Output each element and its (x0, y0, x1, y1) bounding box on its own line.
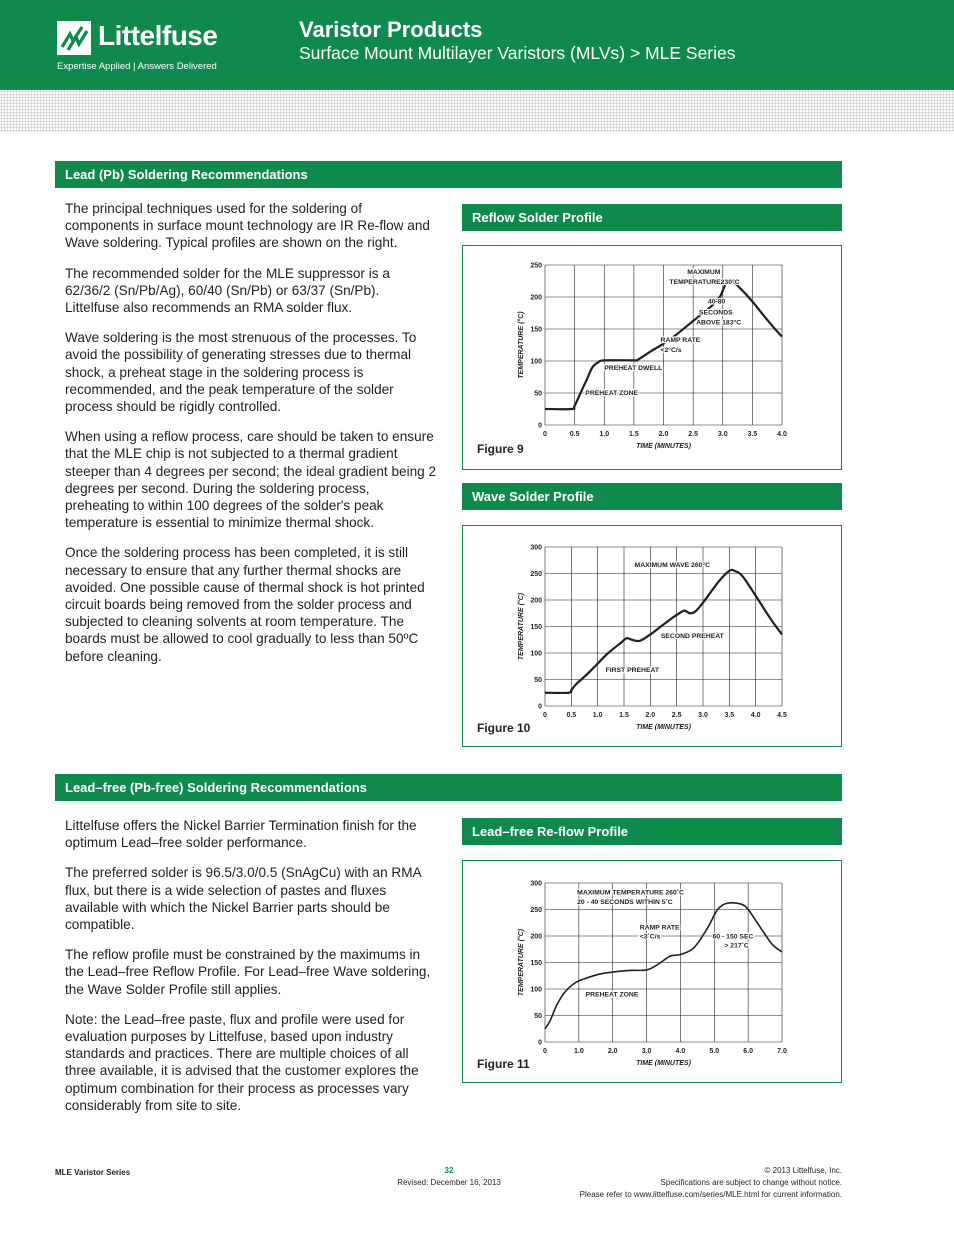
logo-wordmark: Littelfuse (98, 20, 218, 51)
wave-profile-chart (463, 526, 841, 746)
lead-free-reflow-heading: Lead–free Re-flow Profile (462, 818, 842, 845)
reflow-profile-heading: Reflow Solder Profile (462, 204, 842, 231)
littelfuse-fuse-icon (56, 20, 92, 56)
figure-11-label: Figure 11 (477, 1057, 530, 1071)
chart-annotation: PREHEAT ZONE (585, 389, 639, 397)
chart-annotation: RAMP RATE (660, 336, 701, 344)
y-axis-label: TEMPERATURE (°C) (518, 592, 525, 661)
y-tick-label: 100 (530, 358, 542, 366)
x-tick-label: 1.0 (573, 1048, 584, 1055)
x-tick-label: 1.0 (599, 431, 610, 438)
littelfuse-logo[interactable] (56, 20, 226, 76)
temperature-profile-line (545, 903, 782, 1029)
x-tick-label: 4.0 (777, 431, 787, 438)
copyright: © 2013 Littelfuse, Inc. (764, 1166, 842, 1175)
wave-profile-heading: Wave Solder Profile (462, 483, 842, 510)
y-tick-label: 100 (530, 650, 542, 658)
x-tick-label: 7.0 (777, 1048, 787, 1055)
chart-annotation: MAXIMUM WAVE 260°C (634, 562, 711, 570)
chart-annotation: FIRST PREHEAT (605, 667, 660, 675)
page-number: 32 (444, 1166, 454, 1175)
y-tick-label: 50 (534, 390, 542, 398)
x-axis-label: TIME (MINUTES) (636, 443, 691, 450)
x-tick-label: 0.5 (566, 712, 577, 719)
x-tick-label: 2.0 (658, 431, 669, 438)
paragraph: Wave soldering is the most strenuous of the processes. To avoid the possibility of generating stresses due to thermal shock, a preheat stage in the soldering process is recommended, and the peak temperature of the solder process should be rigidly controlled. (65, 330, 417, 415)
paragraph: The reflow profile must be constrained by the maximums in the Lead–free Reflow Profile. For Lead–free Wave soldering, the Wave Solder Profile still applies. (65, 947, 431, 997)
lead-free-reflow-chart (463, 861, 841, 1082)
x-axis-label: TIME (MINUTES) (636, 724, 691, 731)
y-tick-label: 50 (534, 1013, 542, 1020)
x-tick-label: 2.5 (671, 712, 682, 719)
paragraph: The recommended solder for the MLE suppressor is a 62/36/2 (Sn/Pb/Ag), 60/40 (Sn/Pb) or 63/37 (Sn/Pb). Littelfuse also recommends an RMA solder flux. (65, 265, 390, 316)
x-tick-label: 2.5 (688, 431, 698, 438)
x-tick-label: 4.5 (777, 712, 787, 719)
paragraph: The principal techniques used for the soldering of components in surface mount technology are IR Re-flow and Wave soldering. Typical profiles are shown on the right. (65, 201, 430, 251)
y-tick-label: 150 (530, 624, 542, 631)
lead-free-soldering-heading: Lead–free (Pb-free) Soldering Recommendations (55, 774, 842, 801)
temperature-profile-line (545, 570, 782, 693)
x-tick-label: 0 (543, 1048, 547, 1055)
y-tick-label: 150 (530, 960, 542, 967)
x-tick-label: 1.5 (619, 712, 629, 719)
y-tick-label: 200 (530, 597, 542, 605)
chart-annotation: SECONDS (699, 309, 733, 317)
x-axis-label: TIME (MINUTES) (636, 1060, 691, 1067)
chart-annotation: PREHEAT DWELL (604, 364, 663, 372)
reflow-profile-chart (463, 246, 841, 469)
footer-series-name: MLE Varistor Series (55, 1168, 131, 1177)
chart-annotation: ABOVE 183°C (696, 319, 742, 327)
y-tick-label: 100 (530, 986, 542, 994)
y-tick-label: 200 (530, 933, 542, 941)
x-tick-label: 0 (543, 712, 547, 719)
x-tick-label: 3.0 (641, 1048, 652, 1055)
x-tick-label: 3.5 (724, 712, 735, 719)
chart-annotation: <2°C/s (660, 347, 682, 355)
paragraph: When using a reflow process, care should be taken to ensure that the MLE chip is not subjected to a thermal gradient steeper than 4 degrees per second; the ideal gradient being 2 degrees per second. During the soldering process, preheating to within 100 degrees of the solder's peak temperature is essential to minimize thermal shock. (65, 429, 437, 531)
paragraph: Note: the Lead–free paste, flux and profile were used for evaluation purposes by Littelfuse, based upon industry standards and practices. There are multiple choices of all three available, it is advised that the customer explores the optimum combination for their process as processes vary considerably from site to site. (65, 1011, 419, 1113)
figure-10-label: Figure 10 (477, 721, 531, 735)
x-tick-label: 0 (543, 431, 547, 438)
y-tick-label: 0 (538, 703, 542, 711)
chart-annotation: TEMPERATURE230°C (669, 279, 740, 287)
chart-annotation: > 217˚C (724, 942, 749, 950)
y-tick-label: 0 (538, 422, 542, 430)
y-tick-label: 250 (530, 262, 542, 270)
y-tick-label: 300 (530, 880, 542, 888)
chart-annotation: SECOND PREHEAT (660, 633, 724, 641)
y-axis-label: TEMPERATURE (°C) (518, 928, 525, 997)
chart-annotation: 60 - 150 SEC (712, 933, 754, 941)
paragraph: Littelfuse offers the Nickel Barrier Termination finish for the optimum Lead–free solder performance. (65, 818, 417, 851)
lead-free-reflow-figure (462, 860, 842, 1083)
x-tick-label: 2.0 (607, 1048, 618, 1055)
x-tick-label: 3.0 (698, 712, 708, 719)
chart-annotation: RAMP RATE (639, 924, 680, 932)
lead-free-soldering-text (65, 817, 437, 1127)
website-notice[interactable]: Please refer to www.littelfuse.com/series/MLE.html for current information. (579, 1190, 842, 1199)
y-tick-label: 150 (530, 326, 542, 334)
chart-annotation: 20 - 40 SECONDS WITHIN 5˚C (577, 899, 673, 907)
x-tick-label: 2.0 (645, 712, 656, 719)
page-subtitle: Surface Mount Multilayer Varistors (MLVs) > MLE Series (299, 43, 736, 63)
chart-annotation: MAXIMUM (687, 268, 721, 276)
y-tick-label: 250 (530, 907, 542, 914)
y-axis-label: TEMPERATURE (°C) (518, 311, 525, 379)
y-tick-label: 200 (530, 294, 542, 302)
revision-date: Revised: December 16, 2013 (397, 1178, 501, 1187)
page-title: Varistor Products (299, 17, 483, 42)
wave-profile-figure (462, 525, 842, 747)
lead-soldering-heading: Lead (Pb) Soldering Recommendations (55, 161, 842, 188)
chart-annotation: MAXIMUM TEMPERATURE 260˚C (577, 889, 684, 897)
figure-9-label: Figure 9 (477, 442, 524, 456)
x-tick-label: 5.0 (709, 1048, 720, 1055)
paragraph: Once the soldering process has been completed, it is still necessary to ensure that any further thermal shocks are avoided. One possible cause of thermal shock is hot printed circuit boards being removed from the solder process and subjected to cleaning solvents at room temperature. The boards must be allowed to cool gradually to less than 50ºC before cleaning. (65, 545, 425, 664)
chart-annotation: 40-80 (707, 298, 726, 306)
page-header (0, 0, 954, 90)
chart-annotation: <3˚C/s (639, 933, 661, 941)
y-tick-label: 0 (538, 1039, 542, 1047)
paragraph: The preferred solder is 96.5/3.0/0.5 (SnAgCu) with an RMA flux, but there is a wide selection of pastes and fluxes available with which the Nickel Barrier parts should be compatible. (65, 865, 421, 933)
y-tick-label: 250 (530, 571, 542, 578)
dot-pattern-band (0, 90, 954, 132)
x-tick-label: 0.5 (569, 431, 580, 438)
y-tick-label: 50 (534, 677, 542, 684)
x-tick-label: 4.0 (675, 1048, 686, 1055)
reflow-profile-figure (462, 245, 842, 470)
x-tick-label: 1.0 (592, 712, 603, 719)
x-tick-label: 4.0 (750, 712, 761, 719)
lead-soldering-text (65, 200, 437, 678)
logo-tagline: Expertise Applied | Answers Delivered (57, 61, 217, 72)
y-tick-label: 300 (530, 544, 542, 552)
x-tick-label: 3.0 (717, 431, 728, 438)
x-tick-label: 3.5 (747, 431, 758, 438)
x-tick-label: 1.5 (629, 431, 639, 438)
specifications-notice: Specifications are subject to change without notice. (660, 1178, 842, 1187)
x-tick-label: 6.0 (743, 1048, 754, 1055)
chart-annotation: PREHEAT ZONE (585, 991, 639, 999)
